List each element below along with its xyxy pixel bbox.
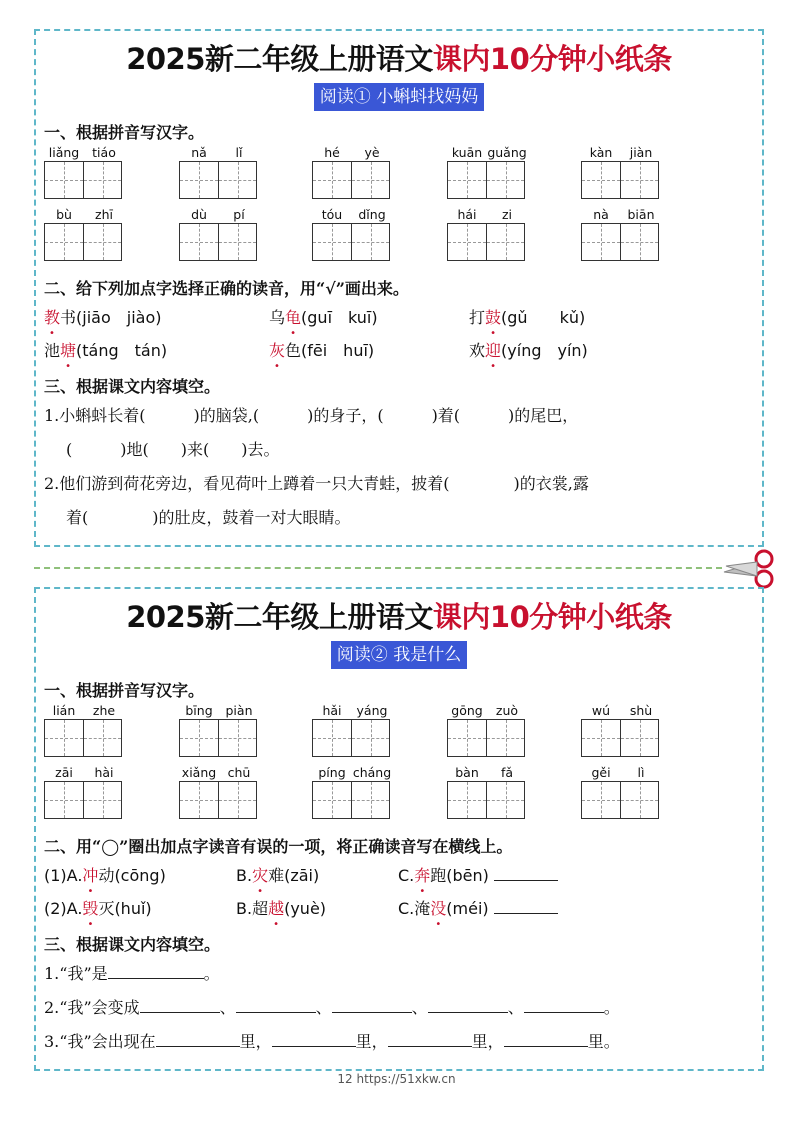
section-2-heading: 二、给下列加点字选择正确的读音，用“√”画出来。: [44, 279, 409, 298]
writing-grid[interactable]: [581, 223, 659, 261]
grid-cell[interactable]: [620, 782, 658, 818]
section-1-heading: 一、根据拼音写汉字。: [44, 123, 205, 142]
fill-line-1: 1.“我”是 。: [44, 957, 754, 991]
choice-item: 灰色(fēi huī): [269, 341, 375, 360]
grid-cell[interactable]: [180, 162, 218, 198]
grid-cell[interactable]: [83, 162, 121, 198]
pinyin-label: kuān guǎng: [451, 145, 527, 160]
fill-line-2: 2.“我”会变成 、 、 、 、 。: [44, 991, 754, 1025]
answer-blank[interactable]: [140, 994, 220, 1013]
pinyin-word: [312, 207, 392, 261]
grid-cell[interactable]: [582, 782, 620, 818]
grid-cell[interactable]: [218, 782, 256, 818]
pinyin-label: kàn jiàn: [589, 145, 653, 160]
title-black: 2025新二年级上册语文: [126, 42, 433, 76]
grid-cell[interactable]: [620, 720, 658, 756]
page-footer: 12 https://51xkw.cn: [337, 1072, 456, 1086]
pinyin-word: [312, 765, 392, 819]
grid-cell[interactable]: [448, 162, 486, 198]
writing-grid[interactable]: [312, 223, 390, 261]
pinyin-word: [581, 703, 661, 757]
grid-cell[interactable]: [486, 224, 524, 260]
pinyin-label: wú shù: [591, 703, 653, 718]
grid-cell[interactable]: [313, 782, 351, 818]
writing-grid[interactable]: [312, 781, 390, 819]
question-text: 1.小蝌蚪长着( )的脑袋,( )的身子，( )着( )的尾巴，: [44, 406, 579, 425]
grid-cell[interactable]: [351, 782, 389, 818]
option-c: C.淹没(méi): [398, 892, 558, 925]
pinyin-label: bīng piàn: [185, 703, 253, 718]
writing-grid[interactable]: [179, 781, 257, 819]
answer-blank[interactable]: [272, 1028, 356, 1047]
grid-cell[interactable]: [218, 162, 256, 198]
answer-blank[interactable]: [504, 1028, 588, 1047]
option-a: (1)A.冲动(cōng): [44, 866, 166, 885]
writing-grid[interactable]: [44, 161, 122, 199]
pinyin-word: [447, 207, 527, 261]
worksheet-card-1: [34, 29, 764, 547]
grid-cell[interactable]: [351, 720, 389, 756]
choice-item: 打鼓(gǔ kǔ): [469, 308, 586, 327]
pinyin-word: [179, 145, 259, 199]
grid-cell[interactable]: [83, 720, 121, 756]
pinyin-word: [44, 207, 124, 261]
answer-blank[interactable]: [494, 895, 558, 914]
grid-cell[interactable]: [83, 782, 121, 818]
pinyin-word: [581, 145, 661, 199]
pinyin-label: hǎi yáng: [322, 703, 388, 718]
pinyin-word: [447, 765, 527, 819]
cut-line: [34, 567, 722, 569]
pinyin-label: lián zhe: [52, 703, 116, 718]
grid-cell[interactable]: [218, 720, 256, 756]
answer-blank[interactable]: [108, 960, 204, 979]
writing-grid[interactable]: [447, 161, 525, 199]
grid-cell[interactable]: [620, 162, 658, 198]
grid-cell[interactable]: [486, 162, 524, 198]
grid-cell[interactable]: [486, 720, 524, 756]
writing-grid[interactable]: [312, 161, 390, 199]
card-title: [44, 41, 754, 77]
pinyin-word: [312, 703, 392, 757]
pinyin-label: gōng zuò: [451, 703, 519, 718]
option-line-2: [44, 892, 754, 925]
answer-blank[interactable]: [156, 1028, 240, 1047]
grid-cell[interactable]: [45, 720, 83, 756]
grid-cell[interactable]: [180, 782, 218, 818]
grid-cell[interactable]: [313, 224, 351, 260]
grid-cell[interactable]: [582, 720, 620, 756]
section-2-heading: 二、用“◯”圈出加点字读音有误的一项，将正确读音写在横线上。: [44, 837, 513, 856]
pinyin-row-2: [44, 207, 754, 269]
fill-question-1: [44, 399, 754, 467]
pinyin-row-1: [44, 703, 754, 765]
writing-grid[interactable]: [447, 781, 525, 819]
title-red: 课内10分钟小纸条: [432, 600, 672, 634]
grid-cell[interactable]: [351, 162, 389, 198]
pinyin-label: tóu dǐng: [321, 207, 386, 222]
section-1-heading: 一、根据拼音写汉字。: [44, 681, 205, 700]
pinyin-row-1: [44, 145, 754, 207]
pinyin-label: dù pí: [191, 207, 245, 222]
grid-cell[interactable]: [620, 224, 658, 260]
lesson-subtitle: 阅读① 小蝌蚪找妈妈: [314, 83, 484, 111]
pinyin-label: gěi lì: [591, 765, 645, 780]
grid-cell[interactable]: [486, 782, 524, 818]
question-text: 着( )的肚皮，鼓着一对大眼睛。: [66, 508, 351, 527]
title-black: 2025新二年级上册语文: [126, 600, 433, 634]
grid-cell[interactable]: [582, 224, 620, 260]
option-line-1: [44, 859, 754, 892]
fill-line-3: 3.“我”会出现在 里， 里， 里， 里。: [44, 1025, 754, 1059]
pinyin-word: [179, 207, 259, 261]
grid-cell[interactable]: [313, 720, 351, 756]
writing-grid[interactable]: [179, 161, 257, 199]
writing-grid[interactable]: [447, 719, 525, 757]
writing-grid[interactable]: [44, 223, 122, 261]
title-red: 课内10分钟小纸条: [432, 42, 672, 76]
grid-cell[interactable]: [218, 224, 256, 260]
option-b: B.超越(yuè): [236, 899, 327, 918]
grid-cell[interactable]: [180, 224, 218, 260]
answer-blank[interactable]: [388, 1028, 472, 1047]
card-title: [44, 599, 754, 635]
answer-blank[interactable]: [332, 994, 412, 1013]
pinyin-word: [447, 145, 527, 199]
writing-grid[interactable]: [44, 781, 122, 819]
choice-item: 池塘(táng tán): [44, 341, 168, 360]
grid-cell[interactable]: [45, 224, 83, 260]
writing-grid[interactable]: [312, 719, 390, 757]
pinyin-word: [581, 207, 661, 261]
writing-grid[interactable]: [581, 719, 659, 757]
option-b: B.灾难(zāi): [236, 866, 320, 885]
section-3-heading: 三、根据课文内容填空。: [44, 935, 221, 954]
section-3-heading: 三、根据课文内容填空。: [44, 377, 221, 396]
writing-grid[interactable]: [44, 719, 122, 757]
pinyin-word: [44, 703, 124, 757]
fill-question-2: [44, 467, 754, 535]
writing-grid[interactable]: [179, 719, 257, 757]
pinyin-label: bàn fǎ: [455, 765, 514, 780]
grid-cell[interactable]: [313, 162, 351, 198]
choice-line-2: [44, 334, 754, 367]
grid-cell[interactable]: [83, 224, 121, 260]
choice-line-1: [44, 301, 754, 334]
grid-cell[interactable]: [448, 224, 486, 260]
question-text: 2.他们游到荷花旁边，看见荷叶上蹲着一只大青蛙，披着( )的衣裳,露: [44, 474, 589, 493]
pinyin-label: hái zi: [457, 207, 513, 222]
writing-grid[interactable]: [179, 223, 257, 261]
grid-cell[interactable]: [180, 720, 218, 756]
pinyin-label: zāi hài: [55, 765, 114, 780]
pinyin-word: [44, 765, 124, 819]
pinyin-label: bù zhī: [56, 207, 113, 222]
pinyin-word: [44, 145, 124, 199]
pinyin-label: xiǎng chū: [181, 765, 251, 780]
writing-grid[interactable]: [581, 161, 659, 199]
pinyin-label: nà biān: [593, 207, 655, 222]
grid-cell[interactable]: [448, 720, 486, 756]
choice-item: 教书(jiāo jiào): [44, 308, 162, 327]
writing-grid[interactable]: [581, 781, 659, 819]
pinyin-label: nǎ lǐ: [191, 145, 243, 160]
answer-blank[interactable]: [236, 994, 316, 1013]
pinyin-label: píng cháng: [318, 765, 392, 780]
grid-cell[interactable]: [45, 162, 83, 198]
grid-cell[interactable]: [45, 782, 83, 818]
option-a: (2)A.毁灭(huǐ): [44, 899, 152, 918]
grid-cell[interactable]: [351, 224, 389, 260]
answer-blank[interactable]: [494, 862, 558, 881]
answer-blank[interactable]: [428, 994, 508, 1013]
choice-item: 欢迎(yíng yín): [469, 341, 588, 360]
pinyin-word: [312, 145, 392, 199]
grid-cell[interactable]: [582, 162, 620, 198]
question-text: ( )地( )来( )去。: [66, 440, 280, 459]
writing-grid[interactable]: [447, 223, 525, 261]
lesson-subtitle: 阅读② 我是什么: [331, 641, 467, 669]
pinyin-word: [179, 703, 259, 757]
choice-item: 乌龟(guī kuī): [269, 308, 378, 327]
pinyin-row-2: [44, 765, 754, 827]
pinyin-word: [179, 765, 259, 819]
worksheet-card-2: [34, 587, 764, 1071]
scissors-icon: [720, 548, 776, 590]
answer-blank[interactable]: [524, 994, 604, 1013]
pinyin-word: [581, 765, 661, 819]
grid-cell[interactable]: [448, 782, 486, 818]
option-c: C.奔跑(bēn): [398, 859, 558, 892]
pinyin-label: liǎng tiáo: [48, 145, 116, 160]
pinyin-word: [447, 703, 527, 757]
pinyin-label: hé yè: [324, 145, 380, 160]
